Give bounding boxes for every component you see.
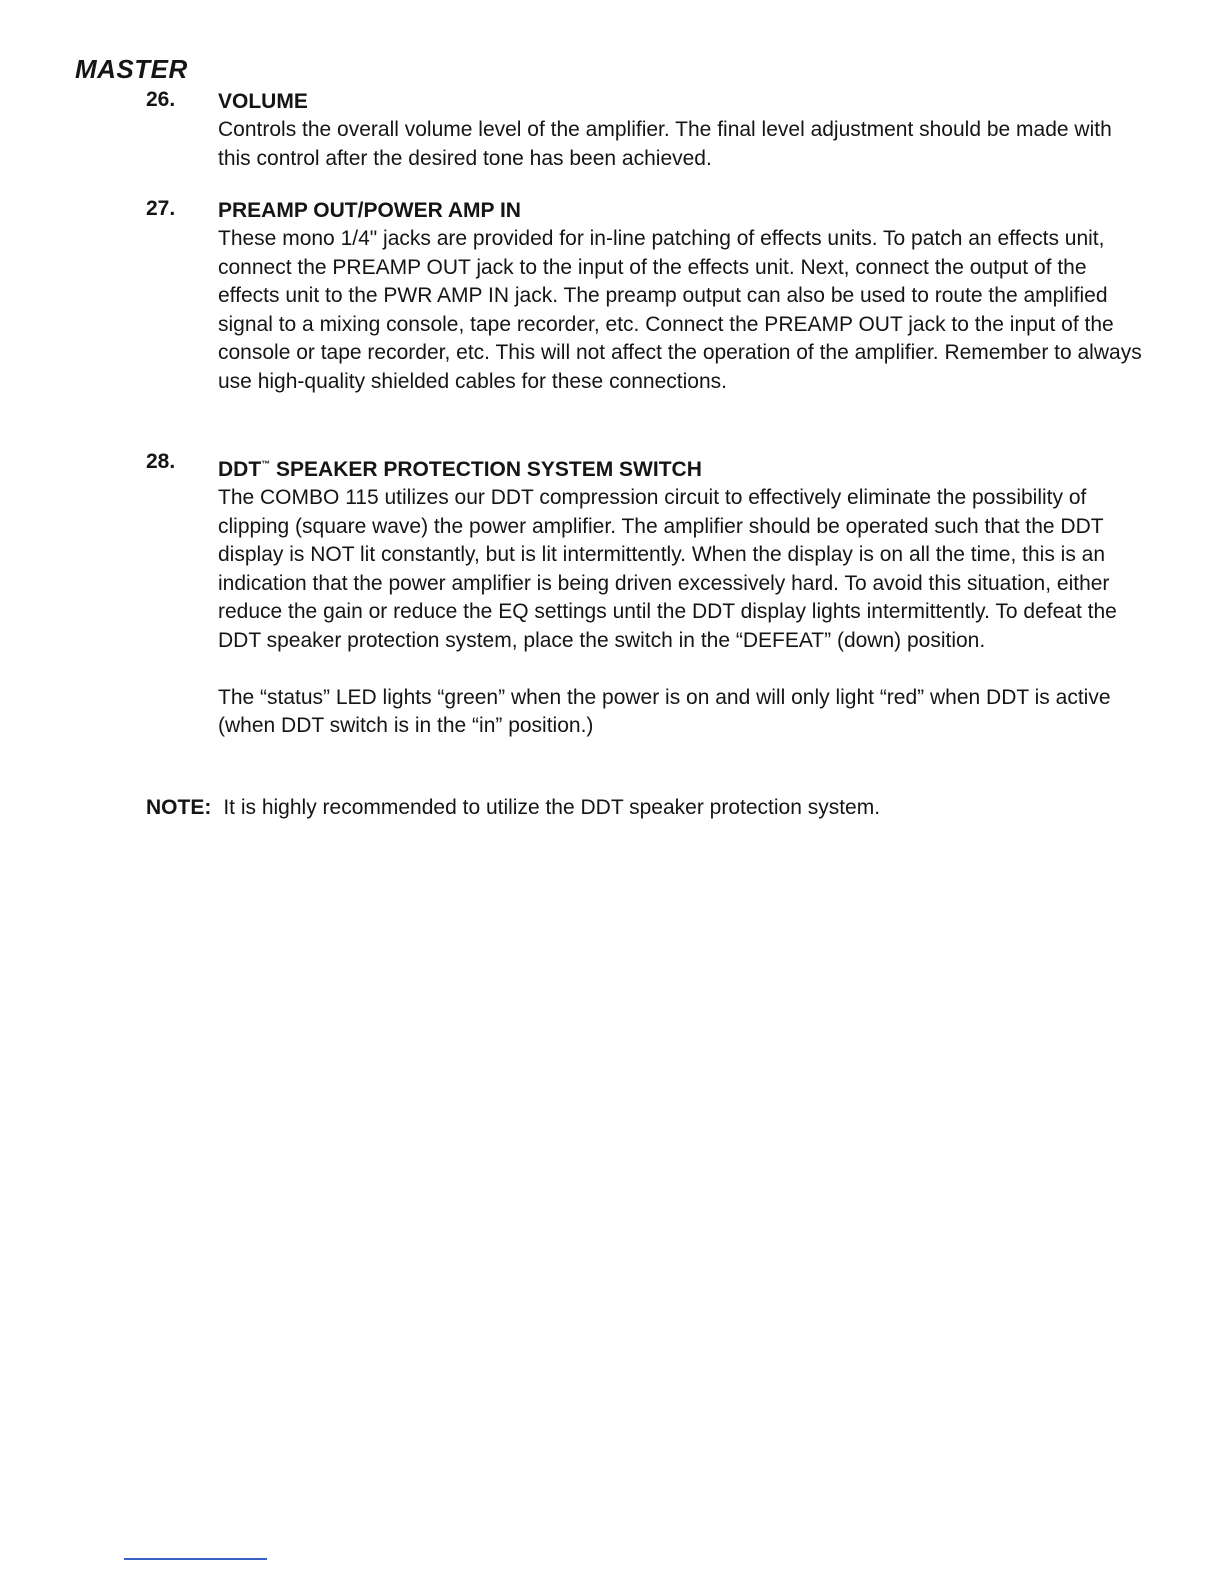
item-number: 27.	[146, 197, 176, 220]
item-ddt-speaker-protection	[146, 450, 1146, 741]
item-number: 26.	[146, 88, 176, 111]
item-heading: VOLUME	[218, 90, 308, 113]
item-body	[218, 88, 1146, 173]
item-paragraph: The COMBO 115 utilizes our DDT compression circuit to effectively eliminate the possibility of clipping (square wave) the power amplifier. The amplifier should be operated such that the DDT display is NOT lit constantly, but is lit intermittently. When the display is on all the time, this is an indication that the power amplifier is being driven excessively hard. To avoid this situation, either reduce the gain or reduce the EQ settings until the DDT display lights intermittently. To defeat the DDT speaker protection system, place the switch in the “DEFEAT” (down) position.	[218, 486, 1117, 652]
footer-rule	[124, 1558, 267, 1560]
item-body	[218, 450, 1146, 741]
item-paragraph: These mono 1/4" jacks are provided for in-line patching of effects units. To patch an effects unit, connect the PREAMP OUT jack to the input of the effects unit. Next, connect the output of the effects unit to the PWR AMP IN jack. The preamp output can also be used to route the amplified signal to a mixing console, tape recorder, etc. Connect the PREAMP OUT jack to the input of the console or tape recorder, etc. This will not affect the operation of the amplifier. Remember to always use high-quality shielded cables for these connections.	[218, 227, 1142, 393]
item-preamp-out-power-amp-in	[146, 197, 1146, 397]
item-number: 28.	[146, 450, 176, 473]
item-body	[218, 197, 1146, 397]
heading-rest: SPEAKER PROTECTION SYSTEM SWITCH	[270, 458, 702, 481]
note-text: It is highly recommended to utilize the DDT speaker protection system.	[223, 796, 881, 819]
item-volume	[146, 88, 1146, 173]
note	[146, 794, 1146, 822]
heading-prefix: DDT	[218, 458, 262, 481]
item-paragraph: The “status” LED lights “green” when the power is on and will only light “red” when DDT is active (when DDT switch is in the “in” position.)	[218, 685, 1111, 738]
trademark-symbol: ™	[261, 459, 271, 469]
item-heading: PREAMP OUT/POWER AMP IN	[218, 199, 521, 222]
note-label: NOTE:	[146, 796, 212, 819]
section-title: MASTER	[75, 54, 188, 84]
item-paragraph: Controls the overall volume level of the amplifier. The final level adjustment should be made with this control after the desired tone has been achieved.	[218, 118, 1112, 170]
item-heading	[218, 450, 1146, 484]
